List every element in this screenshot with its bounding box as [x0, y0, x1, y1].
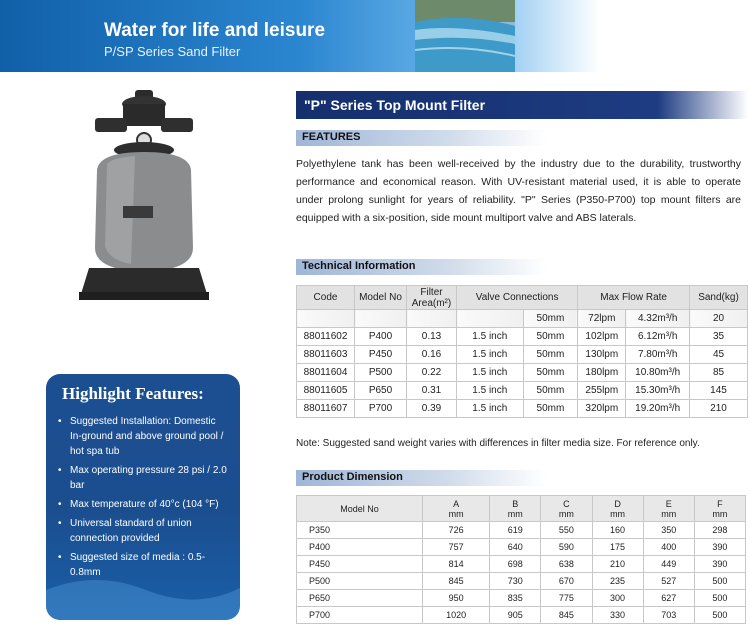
table-cell: 500	[694, 573, 745, 590]
table-cell: 590	[541, 539, 592, 556]
col-header: Model No	[355, 286, 407, 310]
col-header-unit: mm	[448, 508, 464, 519]
table-header-row	[297, 496, 746, 522]
table-cell: 15.30m³/h	[626, 382, 690, 400]
banner-subtitle: P/SP Series Sand Filter	[104, 44, 241, 59]
wave-decoration	[46, 560, 240, 620]
product-title: "P" Series Top Mount Filter	[296, 91, 748, 119]
table-cell: P700	[355, 400, 407, 418]
col-header-name: Model No	[340, 503, 379, 514]
table-row	[297, 328, 748, 346]
table-cell: 145	[690, 382, 748, 400]
table-row	[297, 346, 748, 364]
col-header: Sand(kg)	[690, 286, 748, 310]
col-header	[297, 496, 423, 522]
table-row	[297, 556, 746, 573]
table-cell: 0.22	[407, 364, 457, 382]
col-header: Valve Connections	[457, 286, 578, 310]
table-row	[297, 522, 746, 539]
table-cell: 72lpm	[578, 310, 626, 328]
table-cell: P400	[355, 328, 407, 346]
col-header-name: E	[665, 498, 672, 509]
table-cell: 0.39	[407, 400, 457, 418]
table-cell: 703	[643, 607, 694, 624]
col-header-name: A	[453, 498, 460, 509]
table-cell: 905	[490, 607, 541, 624]
table-cell: 320lpm	[578, 400, 626, 418]
table-cell: P650	[297, 590, 423, 607]
highlight-heading: Highlight Features:	[62, 384, 204, 403]
table-cell: 390	[694, 539, 745, 556]
highlight-item: • Suggested Installation: Domestic In-ground and above ground pool / hot spa tub	[58, 414, 230, 459]
table-cell: 0.13	[407, 328, 457, 346]
table-row	[297, 573, 746, 590]
table-cell: 50mm	[523, 400, 578, 418]
pool-photo	[415, 0, 515, 72]
table-row	[297, 590, 746, 607]
table-cell: 50mm	[523, 310, 578, 328]
table-cell: 845	[423, 573, 490, 590]
col-header: Code	[297, 286, 355, 310]
table-cell: 400	[643, 539, 694, 556]
table-cell: 1.5 inch	[457, 364, 524, 382]
table-cell: 88011603	[297, 346, 355, 364]
table-cell: 50mm	[523, 328, 578, 346]
table-cell: 300	[592, 590, 643, 607]
dimension-heading: Product Dimension	[296, 470, 546, 486]
table-cell: 670	[541, 573, 592, 590]
table-cell: 1.5 inch	[457, 382, 524, 400]
table-cell: P650	[355, 382, 407, 400]
table-cell: 350	[643, 522, 694, 539]
table-cell	[355, 310, 407, 328]
table-cell: 640	[490, 539, 541, 556]
table-cell: 0.31	[407, 382, 457, 400]
table-cell: 330	[592, 607, 643, 624]
highlight-item: • Max operating pressure 28 psi / 2.0 bar	[58, 463, 230, 493]
technical-heading: Technical Information	[296, 259, 546, 275]
dimension-body	[297, 522, 746, 624]
table-row	[297, 364, 748, 382]
table-cell: 6.12m³/h	[626, 328, 690, 346]
table-cell: 50mm	[523, 346, 578, 364]
highlight-item: • Suggested size of media : 0.5-0.8mm	[58, 550, 230, 580]
table-cell: 180lpm	[578, 364, 626, 382]
table-cell: 1.5 inch	[457, 400, 524, 418]
table-cell: 255lpm	[578, 382, 626, 400]
table-cell: 175	[592, 539, 643, 556]
table-cell: 814	[423, 556, 490, 573]
col-header	[541, 496, 592, 522]
table-cell: P400	[297, 539, 423, 556]
table-cell: 449	[643, 556, 694, 573]
table-cell: 160	[592, 522, 643, 539]
table-cell: 757	[423, 539, 490, 556]
table-cell: 550	[541, 522, 592, 539]
table-cell: 88011605	[297, 382, 355, 400]
table-row	[297, 310, 748, 328]
banner-title: Water for life and leisure	[104, 20, 326, 41]
table-row	[297, 400, 748, 418]
table-cell: P500	[355, 364, 407, 382]
table-cell: 500	[694, 590, 745, 607]
col-header-unit: mm	[507, 508, 523, 519]
highlight-item: • Universal standard of union connection provided	[58, 516, 230, 546]
col-header: Max Flow Rate	[578, 286, 690, 310]
highlight-list	[58, 414, 230, 580]
features-heading: FEATURES	[296, 130, 546, 146]
table-row	[297, 539, 746, 556]
technical-note: Note: Suggested sand weight varies with differences in filter media size. For reference only.	[296, 438, 700, 449]
col-header-unit: mm	[558, 508, 574, 519]
table-cell: 210	[592, 556, 643, 573]
table-cell: 527	[643, 573, 694, 590]
table-cell: P450	[355, 346, 407, 364]
table-cell	[407, 310, 457, 328]
table-cell: 10.80m³/h	[626, 364, 690, 382]
col-header-name: F	[717, 498, 723, 509]
table-cell: 130lpm	[578, 346, 626, 364]
table-cell: 627	[643, 590, 694, 607]
col-header	[643, 496, 694, 522]
col-header-unit: mm	[610, 508, 626, 519]
table-cell: 88011607	[297, 400, 355, 418]
table-cell: 390	[694, 556, 745, 573]
table-cell: 88011604	[297, 364, 355, 382]
table-cell: 835	[490, 590, 541, 607]
col-header-name: D	[614, 498, 621, 509]
col-header	[423, 496, 490, 522]
technical-table	[296, 285, 748, 418]
table-cell: 35	[690, 328, 748, 346]
table-cell: 1.5 inch	[457, 328, 524, 346]
table-cell: 638	[541, 556, 592, 573]
table-cell: 88011602	[297, 328, 355, 346]
col-header-unit: mm	[661, 508, 677, 519]
table-cell: 500	[694, 607, 745, 624]
table-cell: 698	[490, 556, 541, 573]
col-header	[592, 496, 643, 522]
table-cell: 726	[423, 522, 490, 539]
table-cell: 50mm	[523, 382, 578, 400]
table-cell	[457, 310, 524, 328]
table-cell: 298	[694, 522, 745, 539]
dimension-table	[296, 495, 746, 624]
table-cell: 950	[423, 590, 490, 607]
table-cell: 235	[592, 573, 643, 590]
technical-body	[297, 310, 748, 418]
table-cell: 45	[690, 346, 748, 364]
table-row	[297, 382, 748, 400]
table-cell: 7.80m³/h	[626, 346, 690, 364]
header-banner	[0, 0, 750, 72]
table-header-row	[297, 286, 748, 310]
table-cell	[297, 310, 355, 328]
sand-filter-image	[75, 88, 215, 303]
col-header-name: C	[563, 498, 570, 509]
col-header: Filter Area(m²)	[407, 286, 457, 310]
highlight-features-box	[46, 374, 240, 620]
table-cell: 102lpm	[578, 328, 626, 346]
highlight-item: • Max temperature of 40°c (104 °F)	[58, 497, 230, 512]
table-cell: P500	[297, 573, 423, 590]
col-header-unit: mm	[712, 508, 728, 519]
table-cell: 1.5 inch	[457, 346, 524, 364]
table-row	[297, 607, 746, 624]
table-cell: 619	[490, 522, 541, 539]
table-cell: 730	[490, 573, 541, 590]
table-cell: 210	[690, 400, 748, 418]
table-cell: P700	[297, 607, 423, 624]
table-cell: P350	[297, 522, 423, 539]
col-header	[694, 496, 745, 522]
features-text: Polyethylene tank has been well-received by the industry due to the durability, trustworthy performance and economical reason. With UV-resistant material used, it is able to operate under prolong sunlight for years of reliability. "P" Series (P350-P700) top mount filters are equipped with a six-position, side mount multiport valve and ABS laterals.	[296, 158, 741, 224]
table-cell: 845	[541, 607, 592, 624]
col-header	[490, 496, 541, 522]
table-cell: 85	[690, 364, 748, 382]
table-cell: 20	[690, 310, 748, 328]
table-cell: 4.32m³/h	[626, 310, 690, 328]
table-cell: 775	[541, 590, 592, 607]
table-cell: P450	[297, 556, 423, 573]
table-cell: 50mm	[523, 364, 578, 382]
col-header-name: B	[512, 498, 519, 509]
table-cell: 0.16	[407, 346, 457, 364]
table-cell: 19.20m³/h	[626, 400, 690, 418]
table-cell: 1020	[423, 607, 490, 624]
